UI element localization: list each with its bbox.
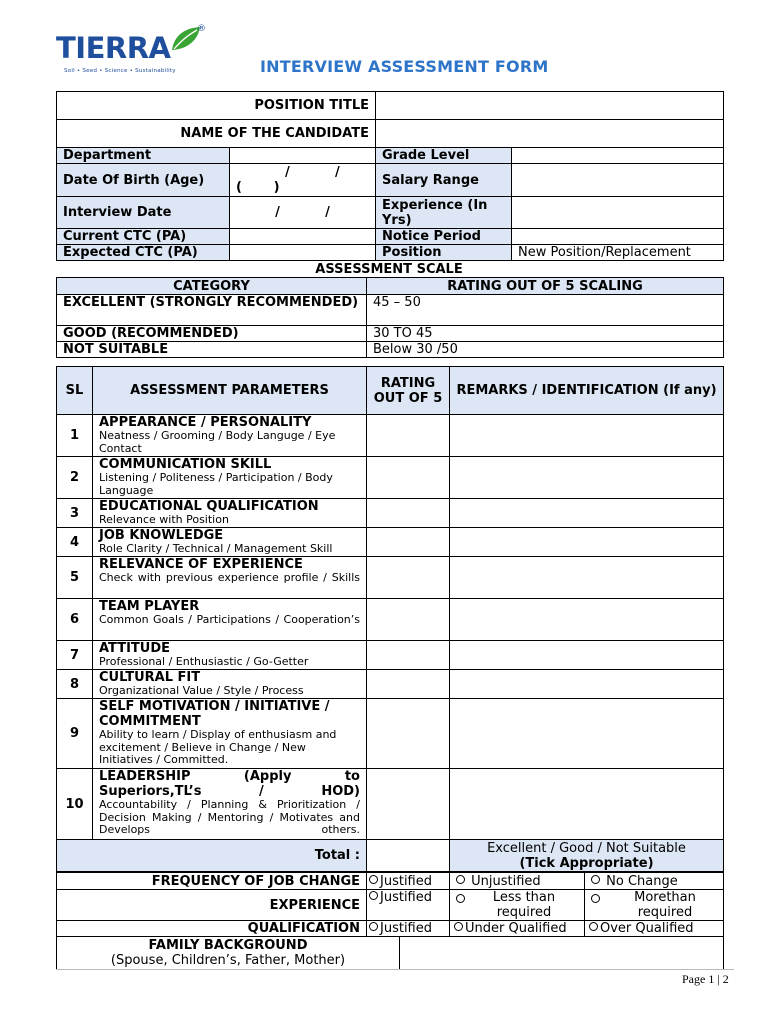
qualification-check-label: QUALIFICATION bbox=[57, 921, 367, 937]
interview-date-label: Interview Date bbox=[57, 197, 230, 229]
grade-level-label: Grade Level bbox=[376, 148, 512, 164]
family-background-sub: (Spouse, Children’s, Father, Mother) bbox=[110, 953, 346, 968]
rating-field[interactable] bbox=[367, 670, 450, 699]
rating-field[interactable] bbox=[367, 599, 450, 641]
job-change-unjustified[interactable] bbox=[450, 873, 585, 890]
parameter-desc: Neatness / Grooming / Body Languge / Eye Contact bbox=[99, 429, 336, 455]
job-change-label: FREQUENCY OF JOB CHANGE bbox=[57, 873, 367, 890]
row-sl: 10 bbox=[57, 769, 93, 840]
row-sl: 9 bbox=[57, 699, 93, 769]
total-field[interactable] bbox=[367, 840, 450, 872]
parameter-cell bbox=[93, 557, 367, 599]
form-title: INTERVIEW ASSESSMENT FORM bbox=[260, 57, 549, 76]
experience-less[interactable] bbox=[450, 890, 585, 921]
parameter-title: LEADERSHIP (Apply to Superiors,TL’s / HOD) bbox=[99, 769, 360, 799]
experience-check-label: EXPERIENCE bbox=[57, 890, 367, 921]
footer-divider bbox=[56, 969, 734, 970]
salary-range-field[interactable] bbox=[512, 164, 724, 197]
parameter-desc: Listening / Politeness / Participation / Body Language bbox=[99, 471, 333, 497]
candidate-name-field[interactable] bbox=[376, 120, 724, 148]
parameter-title: EDUCATIONAL QUALIFICATION bbox=[99, 499, 319, 514]
experience-justified[interactable] bbox=[367, 890, 450, 921]
row-sl: 1 bbox=[57, 415, 93, 457]
qualification-justified[interactable] bbox=[367, 921, 450, 937]
parameter-desc: Relevance with Position bbox=[99, 513, 229, 526]
remarks-field[interactable] bbox=[450, 699, 724, 769]
rating-field[interactable] bbox=[367, 528, 450, 557]
parameter-desc: Common Goals / Participations / Cooperation’s bbox=[99, 613, 360, 626]
dob-slashes: / / bbox=[285, 165, 340, 180]
candidate-info-table bbox=[56, 91, 724, 261]
remarks-field[interactable] bbox=[450, 499, 724, 528]
parameter-cell bbox=[93, 641, 367, 670]
family-background-field[interactable] bbox=[400, 937, 724, 970]
rating-field[interactable] bbox=[367, 699, 450, 769]
dob-age-paren: ( ) bbox=[236, 180, 280, 195]
parameter-title: SELF MOTIVATION / INITIATIVE / COMMITMENT bbox=[99, 699, 330, 729]
company-logo bbox=[56, 24, 211, 80]
parameter-cell bbox=[93, 670, 367, 699]
row-sl: 2 bbox=[57, 457, 93, 499]
family-background-cell bbox=[57, 937, 400, 970]
notice-period-label: Notice Period bbox=[376, 229, 512, 245]
parameter-cell bbox=[93, 415, 367, 457]
parameter-cell bbox=[93, 457, 367, 499]
interview-date-field[interactable]: / / bbox=[230, 197, 376, 229]
experience-label: Experience (In Yrs) bbox=[376, 197, 512, 229]
candidate-name-label: NAME OF THE CANDIDATE bbox=[57, 120, 376, 148]
scale-row-category: GOOD (RECOMMENDED) bbox=[57, 326, 367, 342]
current-ctc-label: Current CTC (PA) bbox=[57, 229, 230, 245]
rating-field[interactable] bbox=[367, 457, 450, 499]
experience-more[interactable] bbox=[585, 890, 724, 921]
radio-icon[interactable] bbox=[456, 894, 465, 903]
parameter-title: APPEARANCE / PERSONALITY bbox=[99, 415, 312, 430]
rating-field[interactable] bbox=[367, 415, 450, 457]
parameter-cell bbox=[93, 699, 367, 769]
position-title-field[interactable] bbox=[376, 92, 724, 120]
remarks-field[interactable] bbox=[450, 528, 724, 557]
option-label: No Change bbox=[606, 873, 678, 889]
logo-wordmark: TIERRA bbox=[56, 31, 171, 65]
scale-row-category: NOT SUITABLE bbox=[57, 342, 367, 358]
family-background-label: FAMILY BACKGROUND bbox=[148, 938, 308, 953]
current-ctc-field[interactable] bbox=[230, 229, 376, 245]
department-field[interactable] bbox=[230, 148, 376, 164]
experience-field[interactable] bbox=[512, 197, 724, 229]
family-table bbox=[56, 936, 724, 970]
radio-icon[interactable] bbox=[454, 922, 463, 931]
remarks-field[interactable] bbox=[450, 457, 724, 499]
remarks-header: REMARKS / IDENTIFICATION (If any) bbox=[450, 367, 724, 415]
scale-row-rating: 45 – 50 bbox=[367, 295, 724, 326]
job-change-justified[interactable] bbox=[367, 873, 450, 890]
radio-icon[interactable] bbox=[369, 891, 378, 900]
assessment-scale-title: ASSESSMENT SCALE bbox=[315, 262, 463, 277]
parameters-header: ASSESSMENT PARAMETERS bbox=[93, 367, 367, 415]
rating-field[interactable] bbox=[367, 641, 450, 670]
rating-header: RATING OUT OF 5 bbox=[367, 367, 450, 415]
total-label: Total : bbox=[57, 840, 367, 872]
option-label: Less than required bbox=[492, 890, 556, 920]
parameter-title: JOB KNOWLEDGE bbox=[99, 528, 224, 543]
row-sl: 8 bbox=[57, 670, 93, 699]
parameter-title: ATTITUDE bbox=[99, 641, 171, 656]
rating-field[interactable] bbox=[367, 499, 450, 528]
rating-field[interactable] bbox=[367, 557, 450, 599]
total-options bbox=[450, 840, 724, 872]
remarks-field[interactable] bbox=[450, 415, 724, 457]
radio-icon[interactable] bbox=[589, 922, 598, 931]
tick-appropriate: (Tick Appropriate) bbox=[519, 855, 654, 871]
dob-field[interactable] bbox=[230, 164, 376, 197]
expected-ctc-label: Expected CTC (PA) bbox=[57, 245, 230, 261]
scale-row-rating: Below 30 /50 bbox=[367, 342, 724, 358]
parameter-desc: Organizational Value / Style / Process bbox=[99, 684, 304, 697]
option-label: Over Qualified bbox=[600, 921, 694, 936]
row-sl: 3 bbox=[57, 499, 93, 528]
parameter-desc: Check with previous experience profile / Skills bbox=[99, 571, 360, 584]
total-options-text: Excellent / Good / Not Suitable bbox=[487, 840, 686, 856]
department-label: Department bbox=[57, 148, 230, 164]
job-change-no-change[interactable] bbox=[585, 873, 724, 890]
remarks-field[interactable] bbox=[450, 641, 724, 670]
radio-icon[interactable] bbox=[369, 875, 378, 884]
parameter-cell bbox=[93, 499, 367, 528]
option-label: Justified bbox=[380, 921, 432, 936]
page-number: Page 1 | 2 bbox=[682, 972, 729, 986]
scale-row-category: EXCELLENT (STRONGLY RECOMMENDED) bbox=[57, 295, 367, 326]
sl-header: SL bbox=[57, 367, 93, 415]
parameter-cell bbox=[93, 528, 367, 557]
row-sl: 6 bbox=[57, 599, 93, 641]
parameter-cell bbox=[93, 769, 367, 840]
rating-field[interactable] bbox=[367, 769, 450, 840]
parameter-desc: Professional / Enthusiastic / Go-Getter bbox=[99, 655, 309, 668]
option-label: Morethan required bbox=[634, 890, 696, 920]
remarks-field[interactable] bbox=[450, 670, 724, 699]
registered-mark: ® bbox=[197, 24, 206, 34]
position-title-label: POSITION TITLE bbox=[57, 92, 376, 120]
row-sl: 7 bbox=[57, 641, 93, 670]
option-label: Justified bbox=[380, 873, 432, 889]
scale-row-rating: 30 TO 45 bbox=[367, 326, 724, 342]
scale-category-header: CATEGORY bbox=[57, 278, 367, 295]
parameter-title: RELEVANCE OF EXPERIENCE bbox=[99, 557, 303, 572]
radio-icon[interactable] bbox=[591, 894, 600, 903]
notice-period-field[interactable] bbox=[512, 229, 724, 245]
qualification-under[interactable] bbox=[450, 921, 585, 937]
grade-level-field[interactable] bbox=[512, 148, 724, 164]
remarks-field[interactable] bbox=[450, 599, 724, 641]
position-label: Position bbox=[376, 245, 512, 261]
option-label: Unjustified bbox=[471, 873, 541, 889]
remarks-field[interactable] bbox=[450, 769, 724, 840]
parameter-desc: Ability to learn / Display of enthusiasm and excitement / Believe in Change / New Initiatives / Committed. bbox=[99, 728, 337, 766]
position-value[interactable]: New Position/Replacement bbox=[512, 245, 724, 261]
qualification-over[interactable] bbox=[585, 921, 724, 937]
option-label: Under Qualified bbox=[465, 921, 567, 936]
assessment-scale-table bbox=[56, 277, 724, 358]
salary-range-label: Salary Range bbox=[376, 164, 512, 197]
parameter-title: TEAM PLAYER bbox=[99, 599, 200, 614]
scale-rating-header: RATING OUT OF 5 SCALING bbox=[367, 278, 724, 295]
parameter-cell bbox=[93, 599, 367, 641]
remarks-field[interactable] bbox=[450, 557, 724, 599]
parameter-desc: Role Clarity / Technical / Management Skill bbox=[99, 542, 333, 555]
parameter-title: COMMUNICATION SKILL bbox=[99, 457, 272, 472]
parameter-title: CULTURAL FIT bbox=[99, 670, 201, 685]
parameter-desc: Accountability / Planning & Prioritization / Decision Making / Mentoring / Motivates and Develops others. bbox=[99, 798, 360, 836]
dob-label: Date Of Birth (Age) bbox=[57, 164, 230, 197]
radio-icon[interactable] bbox=[369, 922, 378, 931]
logo-tagline: Soil • Seed • Science • Sustainability bbox=[64, 68, 176, 74]
option-label: Justified bbox=[380, 890, 432, 905]
radio-icon[interactable] bbox=[456, 875, 465, 884]
radio-icon[interactable] bbox=[591, 875, 600, 884]
checks-table bbox=[56, 872, 724, 937]
row-sl: 5 bbox=[57, 557, 93, 599]
row-sl: 4 bbox=[57, 528, 93, 557]
assessment-parameters-table bbox=[56, 366, 724, 872]
expected-ctc-field[interactable] bbox=[230, 245, 376, 261]
